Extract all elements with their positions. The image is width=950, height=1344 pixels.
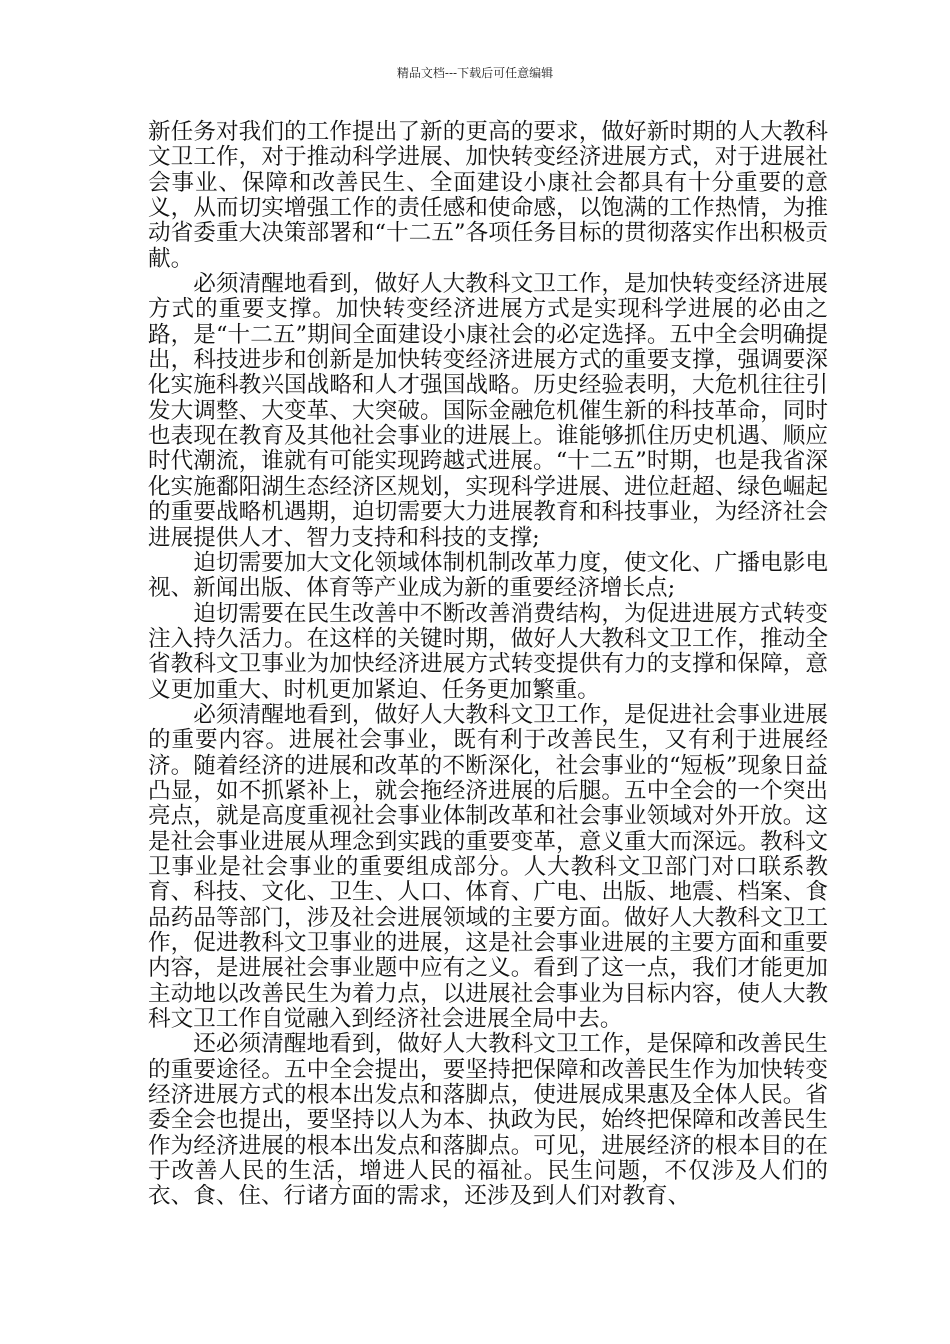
paragraph: 必须清醒地看到，做好人大教科文卫工作，是加快转变经济进展方式的重要支撑。加快转变经济进展方式是实现科学进展的必由之路，是“十二五”期间全面建设小康社会的必定选择。五中全会明确提出，科技进步和创新是加快转变经济进展方式的重要支撑，强调要深化实施科教兴国战略和人才强国战略。历史经验表明，大危机往往引发大调整、大变革、大突破。国际金融危机催生新的科技革命，同时也表现在教育及其他社会事业的进展上。谁能够抓住历史机遇、顺应时代潮流，谁就有可能实现跨越式进展。“十二五”时期，也是我省深化实施鄱阳湖生态经济区规划，实现科学进展、进位赶超、绿色崛起的重要战略机遇期，迫切需要大力进展教育和科技事业，为经济社会进展提供人才、智力支持和科技的支撑; <box>148 271 828 551</box>
paragraph: 必须清醒地看到，做好人大教科文卫工作，是促进社会事业进展的重要内容。进展社会事业，既有利于改善民生，又有利于进展经济。随着经济的进展和改革的不断深化，社会事业的“短板”现象日益凸显，如不抓紧补上，就会拖经济进展的后腿。五中全会的一个突出亮点，就是高度重视社会事业体制改革和社会事业领域对外开放。这是社会事业进展从理念到实践的重要变革，意义重大而深远。教科文卫事业是社会事业的重要组成部分。人大教科文卫部门对口联系教育、科技、文化、卫生、人口、体育、广电、出版、地震、档案、食品药品等部门，涉及社会进展领域的主要方面。做好人大教科文卫工作，促进教科文卫事业的进展，这是社会事业进展的主要方面和重要内容，是进展社会事业题中应有之义。看到了这一点，我们才能更加主动地以改善民生为着力点，以进展社会事业为目标内容，使人大教科文卫工作自觉融入到经济社会进展全局中去。 <box>148 701 828 1033</box>
paragraph-continuation: 新任务对我们的工作提出了新的更高的要求，做好新时期的人大教科文卫工作，对于推动科学进展、加快转变经济进展方式，对于进展社会事业、保障和改善民生、全面建设小康社会都具有十分重要的意义，从而切实增强工作的责任感和使命感，以饱满的工作热情，为推动省委重大决策部署和“十二五”各项任务目标的贯彻落实作出积极贡献。 <box>148 119 828 272</box>
paragraph: 迫切需要加大文化领域体制机制改革力度，使文化、广播电影电视、新闻出版、体育等产业成为新的重要经济增长点; <box>148 549 828 602</box>
page-header: 精品文档---下载后可任意编辑 <box>396 66 554 80</box>
paragraph: 还必须清醒地看到，做好人大教科文卫工作，是保障和改善民生的重要途径。五中全会提出，要坚持把保障和改善民生作为加快转变经济进展方式的根本出发点和落脚点，使进展成果惠及全体人民。省委全会也提出，要坚持以人为本、执政为民，始终把保障和改善民生作为经济进展的根本出发点和落脚点。可见，进展经济的根本目的在于改善人民的生活，增进人民的福祉。民生问题，不仅涉及人们的衣、食、住、行诸方面的需求，还涉及到人们对教育、 <box>148 1031 828 1210</box>
document-body <box>148 120 828 1210</box>
paragraph: 迫切需要在民生改善中不断改善消费结构，为促进进展方式转变注入持久活力。在这样的关键时期，做好人大教科文卫工作，推动全省教科文卫事业为加快经济进展方式转变提供有力的支撑和保障，意义更加重大、时机更加紧迫、任务更加繁重。 <box>148 600 828 703</box>
